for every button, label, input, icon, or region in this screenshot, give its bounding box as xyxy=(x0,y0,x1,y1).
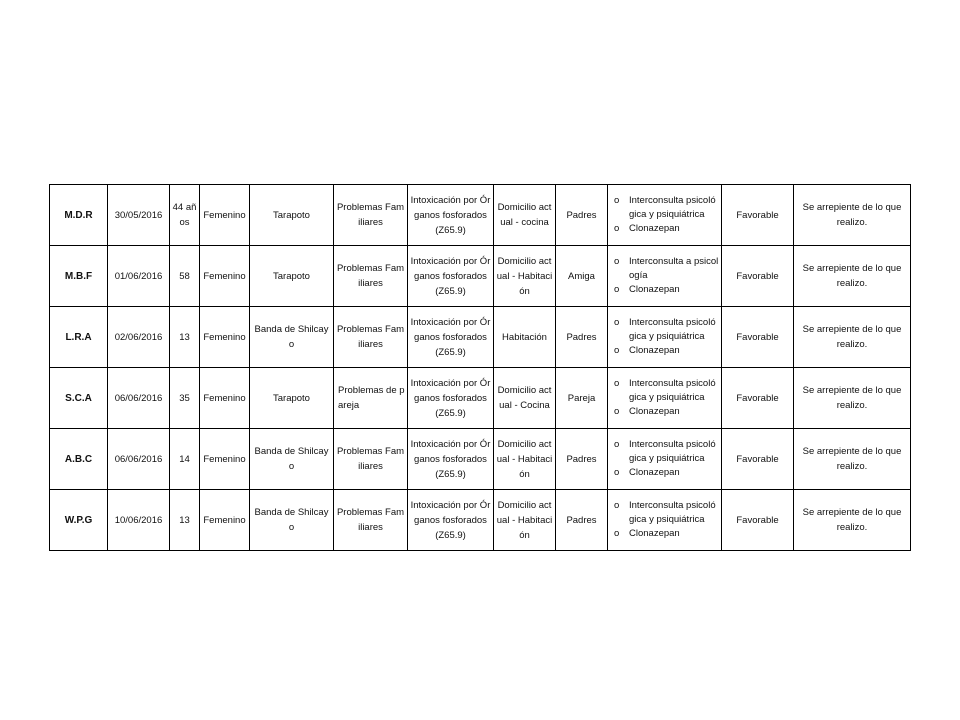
treatment-cell xyxy=(608,307,722,368)
origin-cell: Banda de Shilcayo xyxy=(250,307,334,368)
diagnosis-cell: Intoxicación por Órganos fosforados (Z65.9) xyxy=(408,246,494,307)
treatment-item xyxy=(614,194,719,222)
table-row xyxy=(50,185,911,246)
age-cell: 58 xyxy=(170,246,200,307)
origin-cell: Banda de Shilcayo xyxy=(250,490,334,551)
companion-cell: Amiga xyxy=(556,246,608,307)
treatment-cell xyxy=(608,429,722,490)
table-row xyxy=(50,307,911,368)
treatment-text: Interconsulta a psicología xyxy=(629,256,719,281)
table-row xyxy=(50,246,911,307)
companion-cell: Padres xyxy=(556,185,608,246)
treatment-item xyxy=(614,527,719,541)
treatment-item xyxy=(614,499,719,527)
result-cell: Se arrepiente de lo que realizo. xyxy=(794,246,911,307)
treatment-list xyxy=(614,377,719,419)
date-cell: 06/06/2016 xyxy=(108,429,170,490)
bullet-icon: o xyxy=(614,500,620,511)
bullet-icon: o xyxy=(614,406,620,417)
origin-cell: Tarapoto xyxy=(250,246,334,307)
result-cell: Se arrepiente de lo que realizo. xyxy=(794,368,911,429)
patient-code: S.C.A xyxy=(50,368,108,429)
place-cell: Habitación xyxy=(494,307,556,368)
treatment-item xyxy=(614,438,719,466)
treatment-item xyxy=(614,283,719,297)
companion-cell: Padres xyxy=(556,429,608,490)
diagnosis-cell: Intoxicación por Órganos fosforados (Z65.9) xyxy=(408,429,494,490)
origin-cell: Tarapoto xyxy=(250,185,334,246)
treatment-item xyxy=(614,316,719,344)
place-cell: Domicilio actual - cocina xyxy=(494,185,556,246)
evolution-cell: Favorable xyxy=(722,246,794,307)
treatment-item xyxy=(614,222,719,236)
bullet-icon: o xyxy=(614,284,620,295)
age-cell: 14 xyxy=(170,429,200,490)
patient-code: M.D.R xyxy=(50,185,108,246)
companion-cell: Padres xyxy=(556,307,608,368)
diagnosis-cell: Intoxicación por Órganos fosforados (Z65.9) xyxy=(408,307,494,368)
place-cell: Domicilio actual - Habitación xyxy=(494,490,556,551)
patient-code: W.P.G xyxy=(50,490,108,551)
diagnosis-cell: Intoxicación por Órganos fosforados (Z65.9) xyxy=(408,368,494,429)
sex-cell: Femenino xyxy=(200,490,250,551)
bullet-icon: o xyxy=(614,528,620,539)
bullet-icon: o xyxy=(614,378,620,389)
result-cell: Se arrepiente de lo que realizo. xyxy=(794,307,911,368)
sex-cell: Femenino xyxy=(200,429,250,490)
place-cell: Domicilio actual - Habitación xyxy=(494,246,556,307)
problem-cell: Problemas Familiares xyxy=(334,185,408,246)
age-cell: 13 xyxy=(170,307,200,368)
treatment-text: Interconsulta psicológica y psiquiátrica xyxy=(629,195,716,220)
evolution-cell: Favorable xyxy=(722,368,794,429)
origin-cell: Banda de Shilcayo xyxy=(250,429,334,490)
sex-cell: Femenino xyxy=(200,246,250,307)
bullet-icon: o xyxy=(614,439,620,450)
table-row xyxy=(50,490,911,551)
evolution-cell: Favorable xyxy=(722,307,794,368)
treatment-item xyxy=(614,344,719,358)
patient-code: M.B.F xyxy=(50,246,108,307)
treatment-cell xyxy=(608,490,722,551)
result-cell: Se arrepiente de lo que realizo. xyxy=(794,490,911,551)
treatment-cell xyxy=(608,368,722,429)
treatment-list xyxy=(614,255,719,297)
patient-code: A.B.C xyxy=(50,429,108,490)
place-cell: Domicilio actual - Habitación xyxy=(494,429,556,490)
companion-cell: Pareja xyxy=(556,368,608,429)
problem-cell: Problemas de pareja xyxy=(334,368,408,429)
treatment-item xyxy=(614,466,719,480)
problem-cell: Problemas Familiares xyxy=(334,246,408,307)
treatment-cell xyxy=(608,185,722,246)
diagnosis-cell: Intoxicación por Órganos fosforados (Z65.9) xyxy=(408,185,494,246)
treatment-text: Clonazepan xyxy=(629,223,680,234)
date-cell: 06/06/2016 xyxy=(108,368,170,429)
age-cell: 44 años xyxy=(170,185,200,246)
table-row xyxy=(50,368,911,429)
table-row xyxy=(50,429,911,490)
bullet-icon: o xyxy=(614,467,620,478)
evolution-cell: Favorable xyxy=(722,490,794,551)
place-cell: Domicilio actual - Cocina xyxy=(494,368,556,429)
patient-code: L.R.A xyxy=(50,307,108,368)
bullet-icon: o xyxy=(614,345,620,356)
treatment-text: Interconsulta psicológica y psiquiátrica xyxy=(629,317,716,342)
treatment-text: Clonazepan xyxy=(629,528,680,539)
date-cell: 01/06/2016 xyxy=(108,246,170,307)
evolution-cell: Favorable xyxy=(722,429,794,490)
date-cell: 10/06/2016 xyxy=(108,490,170,551)
treatment-text: Interconsulta psicológica y psiquiátrica xyxy=(629,500,716,525)
treatment-text: Clonazepan xyxy=(629,467,680,478)
evolution-cell: Favorable xyxy=(722,185,794,246)
sex-cell: Femenino xyxy=(200,185,250,246)
origin-cell: Tarapoto xyxy=(250,368,334,429)
treatment-cell xyxy=(608,246,722,307)
date-cell: 30/05/2016 xyxy=(108,185,170,246)
table-body xyxy=(50,185,911,551)
sex-cell: Femenino xyxy=(200,307,250,368)
age-cell: 13 xyxy=(170,490,200,551)
companion-cell: Padres xyxy=(556,490,608,551)
problem-cell: Problemas Familiares xyxy=(334,307,408,368)
result-cell: Se arrepiente de lo que realizo. xyxy=(794,185,911,246)
treatment-list xyxy=(614,499,719,541)
treatment-text: Interconsulta psicológica y psiquiátrica xyxy=(629,439,716,464)
problem-cell: Problemas Familiares xyxy=(334,429,408,490)
bullet-icon: o xyxy=(614,223,620,234)
treatment-list xyxy=(614,438,719,480)
patients-table xyxy=(49,184,911,551)
bullet-icon: o xyxy=(614,195,620,206)
problem-cell: Problemas Familiares xyxy=(334,490,408,551)
treatment-item xyxy=(614,405,719,419)
treatment-text: Interconsulta psicológica y psiquiátrica xyxy=(629,378,716,403)
bullet-icon: o xyxy=(614,317,620,328)
diagnosis-cell: Intoxicación por Órganos fosforados (Z65.9) xyxy=(408,490,494,551)
sex-cell: Femenino xyxy=(200,368,250,429)
treatment-text: Clonazepan xyxy=(629,284,680,295)
date-cell: 02/06/2016 xyxy=(108,307,170,368)
treatment-text: Clonazepan xyxy=(629,406,680,417)
bullet-icon: o xyxy=(614,256,620,267)
treatment-list xyxy=(614,194,719,236)
result-cell: Se arrepiente de lo que realizo. xyxy=(794,429,911,490)
age-cell: 35 xyxy=(170,368,200,429)
treatment-text: Clonazepan xyxy=(629,345,680,356)
treatment-item xyxy=(614,255,719,283)
treatment-item xyxy=(614,377,719,405)
treatment-list xyxy=(614,316,719,358)
